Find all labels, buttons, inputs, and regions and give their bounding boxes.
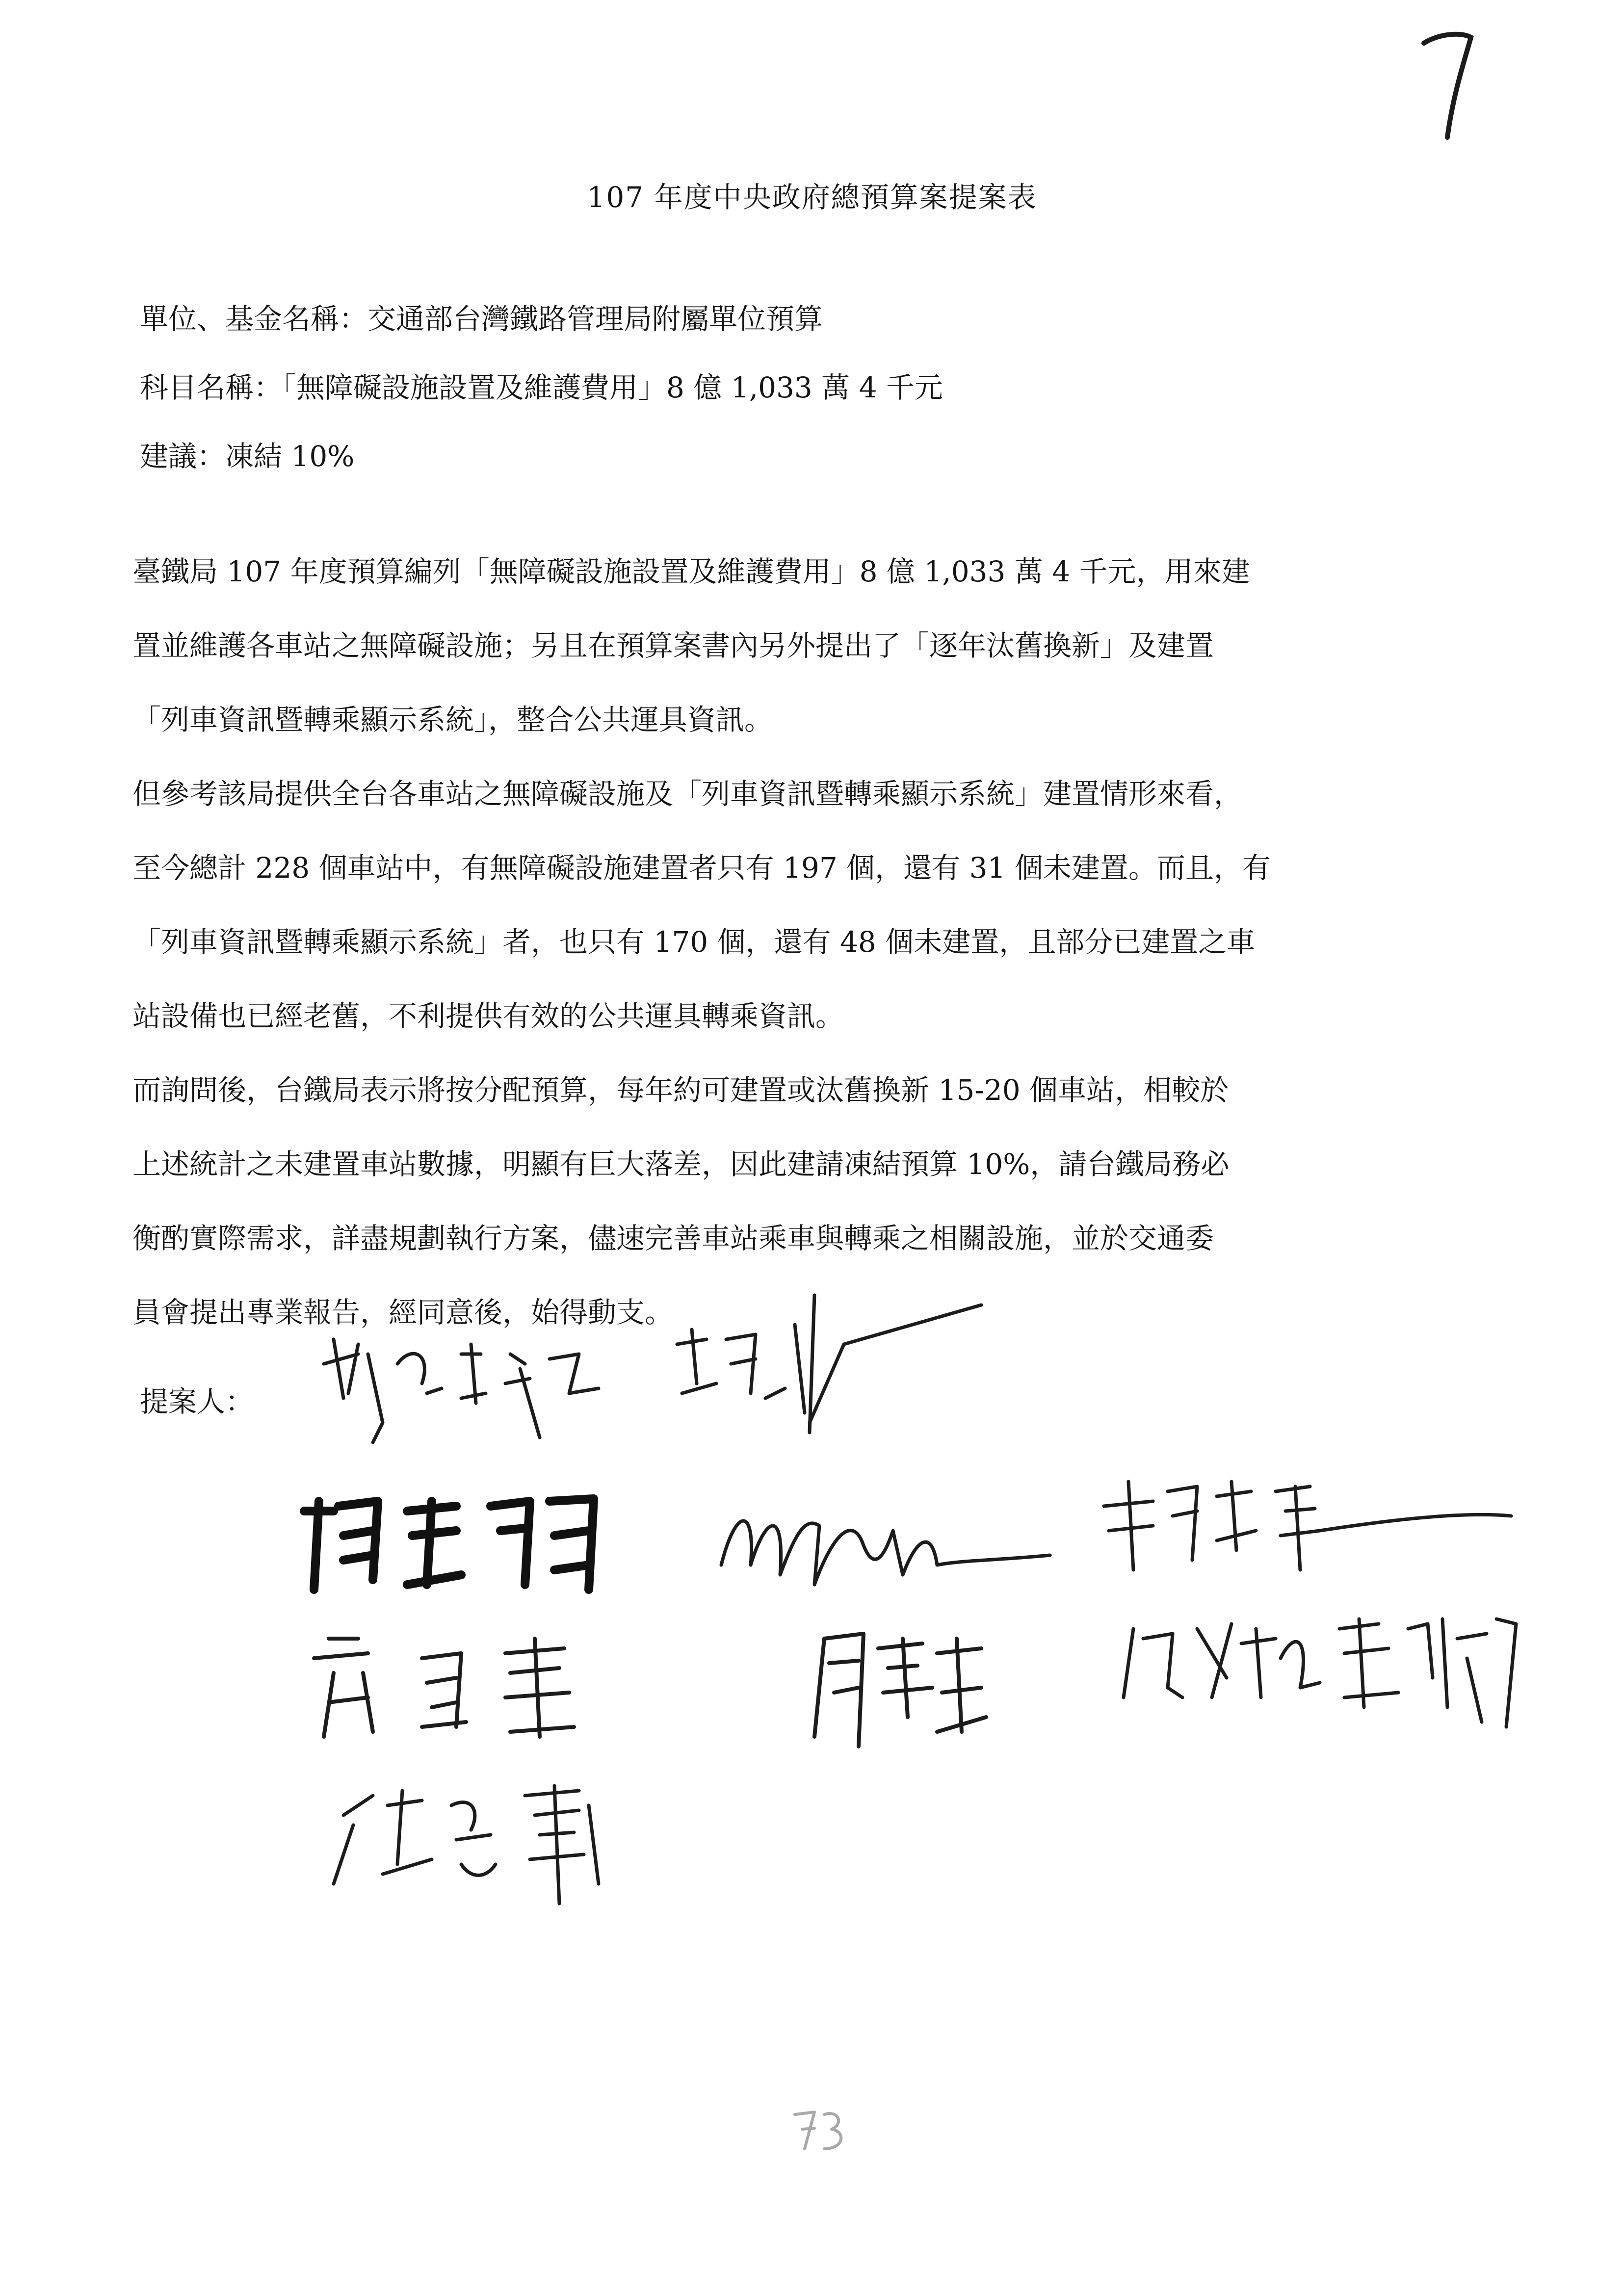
paragraph-line: 至今總計 228 個車站中，有無障礙設施建置者只有 197 個，還有 31 個未建置。而且，有 xyxy=(132,851,1271,885)
signature-scribble-icon xyxy=(795,1619,1001,1756)
paragraph-line: 但參考該局提供全台各車站之無障礙設施及「列車資訊暨轉乘顯示系統」建置情形來看， xyxy=(132,777,1243,810)
signature-7 xyxy=(795,1619,1001,1756)
paragraph-line: 衡酌實際需求，詳盡規劃執行方案，儘速完善車站乘車與轉乘之相關設施，並於交通委 xyxy=(132,1222,1214,1255)
signature-3 xyxy=(294,1482,628,1604)
signature-5 xyxy=(1089,1462,1521,1580)
signature-1 xyxy=(314,1325,628,1472)
handwritten-page-mark xyxy=(1413,20,1482,147)
unit-fund-name: 單位、基金名稱：交通部台灣鐵路管理局附屬單位預算 xyxy=(140,302,823,336)
paragraph-line: 而詢問後，台鐵局表示將按分配預算，每年約可建置或汰舊換新 15-20 個車站，相較於 xyxy=(132,1073,1229,1107)
page-stamp xyxy=(785,2100,854,2159)
signature-6 xyxy=(299,1619,653,1747)
proposer-label: 提案人： xyxy=(140,1385,254,1418)
paragraph-line: 置並維護各車站之無障礙設施；另且在預算案書內另外提出了「逐年汰舊換新」及建置 xyxy=(132,629,1214,662)
proposal-meta xyxy=(140,285,1465,491)
paragraph-line: 站設備也已經老舊，不利提供有效的公共運具轉乘資訊。 xyxy=(132,999,844,1033)
signature-scribble-icon xyxy=(294,1482,628,1604)
signature-scribble-icon xyxy=(314,1325,628,1472)
handwritten-seven-icon xyxy=(1413,20,1482,147)
handwritten-page-number-icon xyxy=(785,2100,854,2159)
signature-scribble-icon xyxy=(1089,1462,1521,1580)
signature-4 xyxy=(707,1487,1060,1604)
signature-scribble-icon xyxy=(299,1619,653,1747)
page-title: 107 年度中央政府總預算案提案表 xyxy=(587,181,1037,214)
signature-2 xyxy=(667,1285,1001,1462)
signature-scribble-icon xyxy=(324,1766,667,1913)
paragraph-line: 上述統計之未建置車站數據，明顯有巨大落差，因此建請凍結預算 10%，請台鐵局務必 xyxy=(132,1148,1230,1181)
proposal-body xyxy=(132,535,1403,1350)
suggestion: 建議：凍結 10% xyxy=(140,440,355,473)
signature-9 xyxy=(324,1766,667,1913)
paragraph-line: 員會提出專業報告，經同意後，始得動支。 xyxy=(132,1296,674,1329)
signature-8 xyxy=(1114,1599,1585,1747)
paragraph-line: 臺鐵局 107 年度預算編列「無障礙設施設置及維護費用」8 億 1,033 萬 4 千元，用來建 xyxy=(132,555,1250,588)
subject-name: 科目名稱：「無障礙設施設置及維護費用」8 億 1,033 萬 4 千元 xyxy=(140,371,943,404)
signature-scribble-icon xyxy=(667,1285,1001,1462)
signature-scribble-icon xyxy=(707,1487,1060,1604)
signature-scribble-icon xyxy=(1114,1599,1585,1747)
paragraph-line: 「列車資訊暨轉乘顯示系統」，整合公共運具資訊。 xyxy=(132,703,773,736)
paragraph-line: 「列車資訊暨轉乘顯示系統」者，也只有 170 個，還有 48 個未建置，且部分已建置之車 xyxy=(132,925,1256,959)
